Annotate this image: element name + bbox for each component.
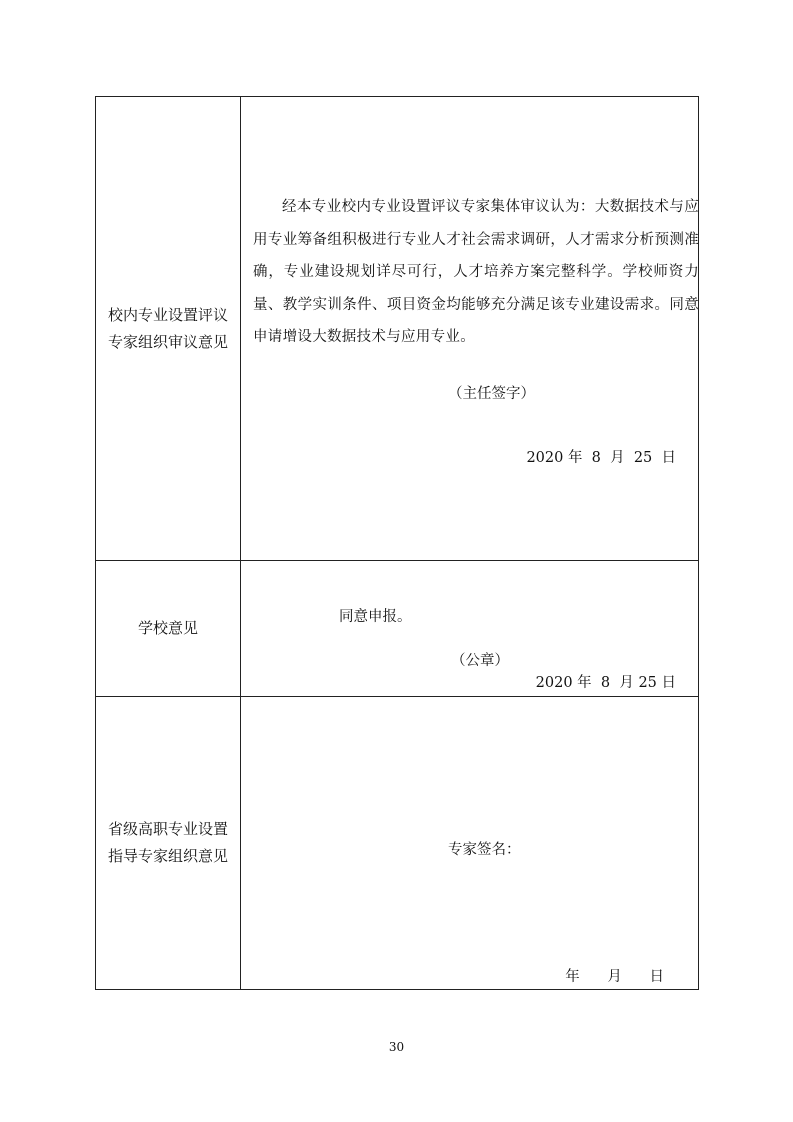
page-number: 30 (388, 1040, 405, 1054)
school-opinion-content (241, 561, 698, 696)
review-date: 2020 年 8 月 25 日 (526, 450, 676, 466)
label-line: 指导专家组织意见 (107, 847, 228, 865)
school-expert-review-content (241, 97, 698, 560)
school-opinion-date: 2020 年 8 月 25 日 (535, 675, 676, 691)
provincial-expert-opinion-content (241, 697, 698, 989)
official-seal-label: （公章） (451, 653, 509, 669)
school-expert-review-label (96, 97, 240, 560)
label-line: 省级高职专业设置 (107, 820, 228, 838)
opinion-form-table (95, 96, 699, 990)
review-opinion-text: 经本专业校内专业设置评议专家集体审议认为：大数据技术与应用专业筹备组积极进行专业人才社会需求调研，人才需求分析预测准确，专业建设规划详尽可行，人才培养方案完整科学。学校师资力量、教学实训条件、项目资金均能够充分满足该专业建设需求。同意申请增设大数据技术与应用专业。 (253, 199, 699, 345)
school-opinion-text: 同意申报。 (339, 609, 412, 625)
school-expert-review-row (96, 97, 698, 561)
provincial-expert-opinion-label (96, 697, 240, 989)
provincial-expert-opinion-row (96, 697, 698, 989)
provincial-opinion-date: 年 月 日 (565, 969, 664, 985)
expert-signature-label: 专家签名： (448, 842, 521, 858)
label-line: 专家组织审议意见 (107, 332, 228, 351)
director-signature-label: （主任签字） (448, 386, 535, 402)
label-line: 校内专业设置评议 (107, 305, 228, 324)
school-opinion-label: 学校意见 (137, 619, 198, 637)
school-opinion-row (96, 561, 698, 697)
